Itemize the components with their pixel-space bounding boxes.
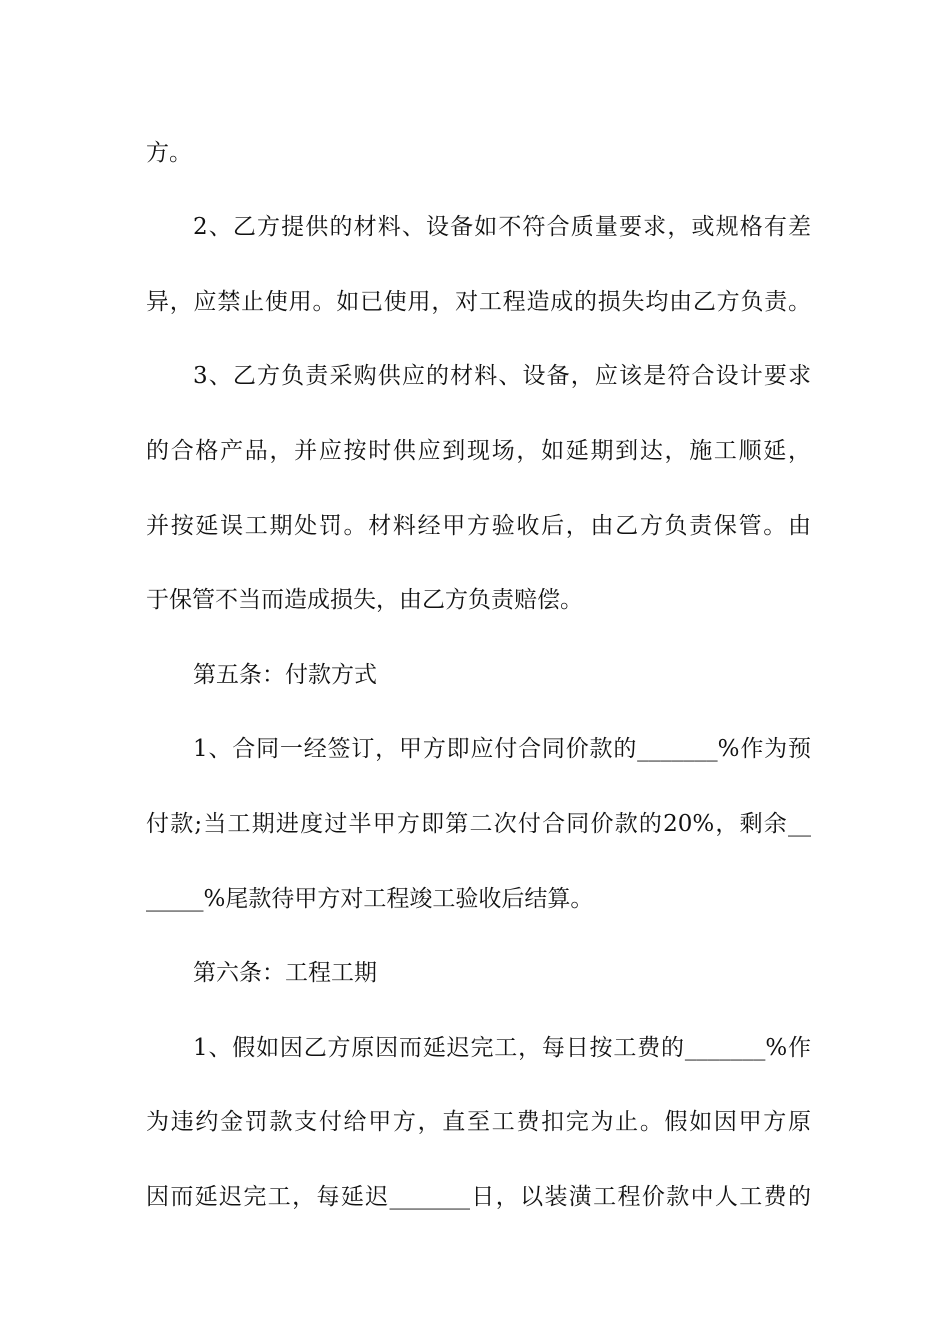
text-line: 1、假如因乙方原因而延迟完工，每日按工费的_______%作 [193,1035,811,1061]
text-line: 于保管不当而造成损失，由乙方负责赔偿。 [146,587,583,613]
text-line: 为违约金罚款支付给甲方，直至工费扣完为止。假如因甲方原 [146,1109,811,1135]
text-line: 异，应禁止使用。如已使用，对工程造成的损失均由乙方负责。 [146,289,811,315]
text-line: _____%尾款待甲方对工程竣工验收后结算。 [146,886,594,912]
text-line: 因而延迟完工，每延迟_______日，以装潢工程价款中人工费的 [146,1184,811,1210]
text-line: 3、乙方负责采购供应的材料、设备，应该是符合设计要求 [193,363,811,389]
text-line: 方。 [146,140,192,166]
text-line: 的合格产品，并应按时供应到现场，如延期到达，施工顺延， [146,438,811,464]
text-line: 1、合同一经签订，甲方即应付合同价款的_______%作为预 [193,736,811,762]
text-line: 2、乙方提供的材料、设备如不符合质量要求，或规格有差 [193,214,811,240]
text-line: 付款;当工期进度过半甲方即第二次付合同价款的20%，剩余__ [146,811,811,837]
text-line: 并按延误工期处罚。材料经甲方验收后，由乙方负责保管。由 [146,513,811,539]
section-heading: 第六条：工程工期 [193,960,377,986]
section-heading: 第五条：付款方式 [193,662,377,688]
